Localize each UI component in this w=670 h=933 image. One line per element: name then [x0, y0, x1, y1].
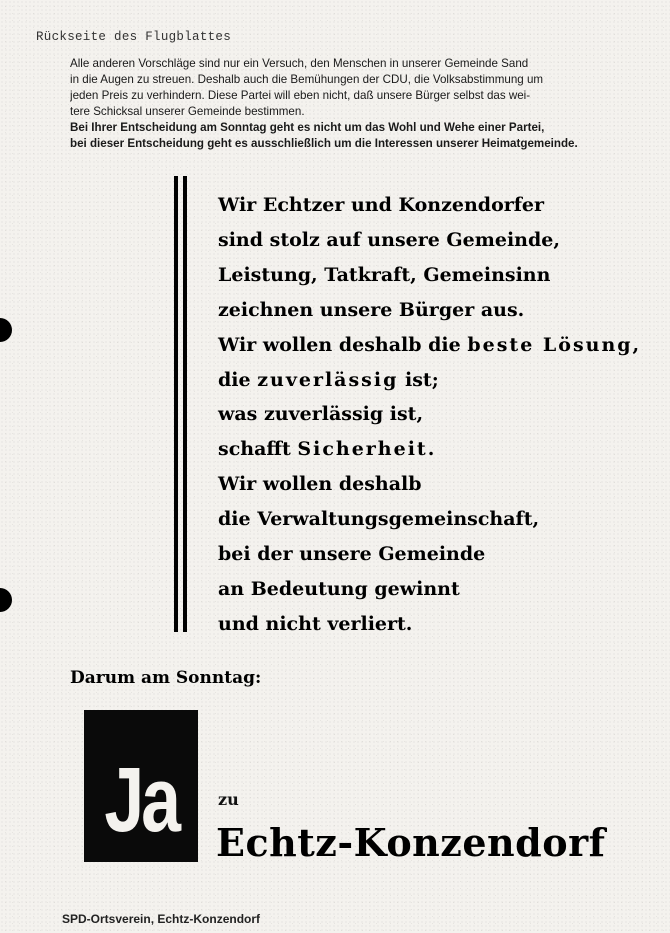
poem-line: [218, 432, 648, 467]
poem-emphasis: zuverlässig: [257, 368, 399, 391]
poem-line: Wir wollen deshalb: [218, 473, 422, 496]
vertical-bar: [183, 176, 187, 632]
footer-publisher: SPD-Ortsverein, Echtz-Konzendorf: [62, 912, 261, 926]
poem-line: bei der unsere Gemeinde: [218, 543, 486, 566]
poem-line: die Verwaltungsgemeinschaft,: [218, 508, 540, 531]
poem-line: [218, 363, 648, 398]
vertical-bar: [174, 176, 178, 632]
poem-line: und nicht verliert.: [218, 612, 413, 635]
intro-line: jeden Preis zu verhindern. Diese Partei will eben nicht, daß unsere Bürger selbst das wei-: [70, 89, 531, 102]
poem-emphasis: Sicherheit.: [297, 438, 437, 461]
punch-hole-bottom: [0, 588, 12, 612]
poem-line: Leistung, Tatkraft, Gemeinsinn: [218, 263, 551, 286]
poem-fragment: ist;: [405, 368, 439, 391]
intro-line: Alle anderen Vorschläge sind nur ein Versuch, den Menschen in unserer Gemeinde Sand: [70, 57, 529, 70]
intro-bold-line: bei dieser Entscheidung geht es ausschließlich um die Interessen unserer Heimatgemeinde.: [70, 137, 578, 150]
intro-paragraph: [70, 56, 640, 152]
poem-fragment: die: [218, 368, 251, 391]
zu-text: zu: [218, 790, 239, 809]
punch-hole-top: [0, 318, 12, 342]
double-vertical-rule: [174, 176, 188, 632]
typed-header-note: Rückseite des Flugblattes: [36, 30, 232, 44]
intro-line: in die Augen zu streuen. Deshalb auch die Bemühungen der CDU, die Volksabstimmung um: [70, 73, 544, 86]
poem-line: was zuverlässig ist,: [218, 403, 424, 426]
poem-emphasis: beste Lösung,: [467, 333, 642, 356]
poem-fragment: schafft: [218, 438, 291, 461]
poem-line: sind stolz auf unsere Gemeinde,: [218, 228, 560, 251]
poem-line: zeichnen unsere Bürger aus.: [218, 298, 525, 321]
ja-text: Ja: [104, 749, 178, 851]
intro-line: tere Schicksal unserer Gemeinde bestimmen.: [70, 105, 305, 118]
place-name: Echtz-Konzendorf: [216, 820, 606, 865]
poem-line: an Bedeutung gewinnt: [218, 577, 460, 600]
poem-line: Wir Echtzer und Konzendorfer: [218, 194, 545, 216]
poem-line: [218, 328, 648, 363]
poem-fragment: Wir wollen deshalb die: [218, 333, 461, 356]
ja-block: [84, 710, 198, 862]
slogan-poem: [218, 188, 648, 642]
intro-bold-line: Bei Ihrer Entscheidung am Sonntag geht es nicht um das Wohl und Wehe einer Partei,: [70, 121, 545, 134]
call-to-action: Darum am Sonntag:: [70, 668, 262, 688]
